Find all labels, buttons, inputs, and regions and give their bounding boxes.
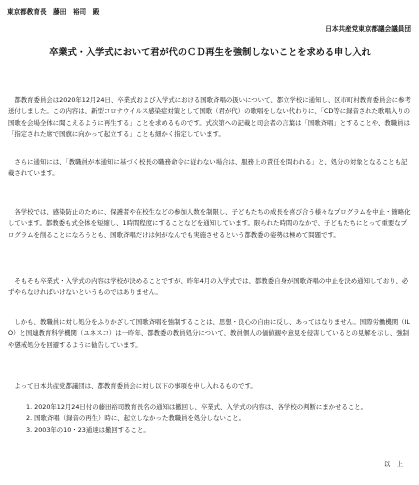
demand-item: 3. 2003年の10・23通達は撤回すること。 [26, 425, 150, 434]
paragraph-discipline: さらに通知には、「教職員が本通知に基づく校長の職務命令に従わない場合は、服務上の責任を問われる」と、処分の対象となることも記載されています。 [8, 158, 408, 178]
demand-item: 2. 国歌斉唱（録音の再生）時に、起立しなかった教職員を処分しないこと。 [26, 414, 246, 423]
document-title: 卒業式・入学式において君が代のＣＤ再生を強制しないことを求める申し入れ [49, 47, 371, 58]
addressee: 東京都教育長 藤田 裕司 殿 [7, 8, 100, 16]
paragraph-last-year: そもそも卒業式・入学式の内容は学校が決めることですが、昨年4月の入学式では、都教委自身が国歌斉唱の中止を決め通知しており、必ずやらなければいけないというものではありません。 [8, 277, 409, 297]
demands-list [26, 402, 406, 436]
paragraph-notice: 都教育委員会は2020年12月24日、卒業式および入学式における国歌斉唱の扱いについて、都立学校に通知し、区市町村教育委員会に参考送付しました。この内容は、新型コロナウイルス感染症対策として国歌（君が代）の歌唱をしない代わりに、「CD等に録音された歌唱入りの国歌を会場全体に聞こえるように再生する」ことを求めるものです。式次第への記載と司会者の言葉は「国歌斉唱」とすることや、教職員は「指定された席で国旗に向かって起立する」ことも細かく指定しています。 [8, 96, 411, 139]
paragraph-freedom: しかも、教職員に対し処分をふりかざして国歌斉唱を強制することは、思想・良心の自由に反し、あってはなりません。国際労働機関（ILO）と国連教育科学機関（ユネスコ）は一昨年、都教委の教員処分について、教員個人の価値観や意見を侵害しているとの見解を示し、強制や懲戒処分を回避するように勧告しています。 [8, 318, 410, 349]
paragraph-request: よって日本共産党都議団は、都教育委員会に対し以下の事項を申し入れるものです。 [8, 382, 257, 390]
sender: 日本共産党東京都議会議員団 [325, 25, 411, 33]
paragraph-schools: 各学校では、感染防止のために、保護者や在校生などの参加人数を制限し、子どもたちの成長を喜び合う様々なプログラムを中止・簡略化しています。都教委も式全体を短縮し、1時間程度にすることなどを通知しています。限られた時間のなかで、子どもたちにとって重要なプログラムを削ることになろうとも、国歌斉唱だけは何がなんでも実施させるという都教委の姿勢は極めて問題です。 [8, 208, 411, 239]
closing-mark: 以 上 [383, 460, 403, 468]
demand-item: 1. 2020年12月24日付の藤田裕司教育長名の通知は撤回し、卒業式、入学式の内容は、各学校の判断にまかせること。 [26, 403, 368, 411]
